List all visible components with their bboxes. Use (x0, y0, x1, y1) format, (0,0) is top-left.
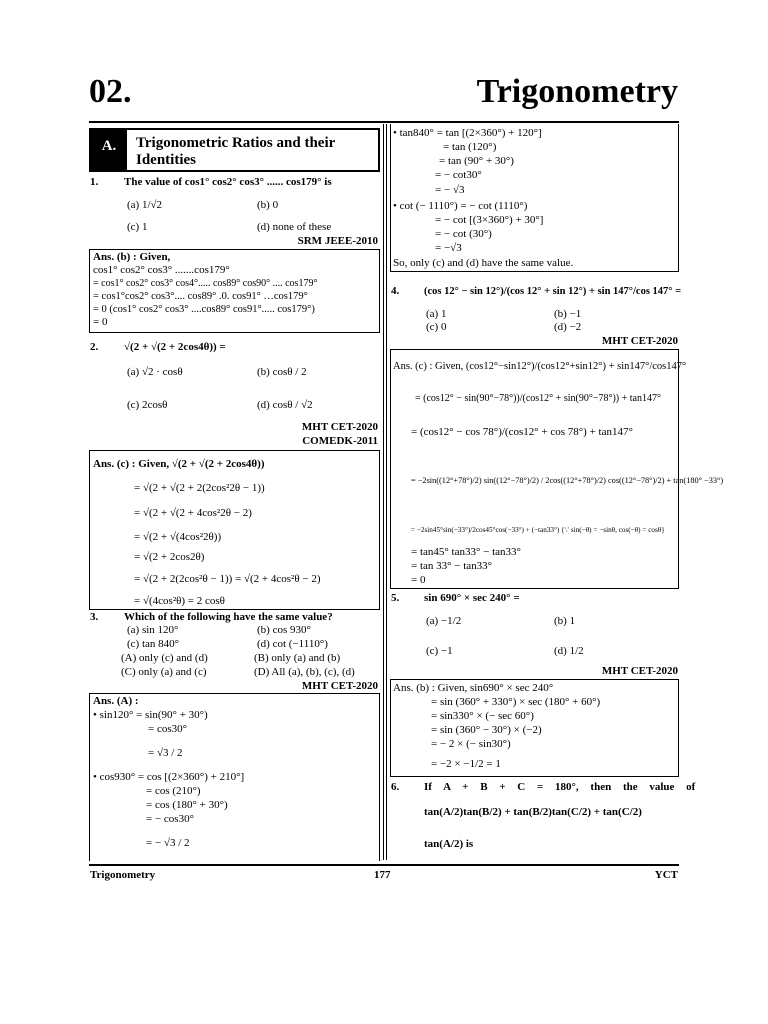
q3-option: (D) All (a), (b), (c), (d) (254, 666, 355, 678)
q4-option-b: (b) −1 (554, 308, 582, 320)
q4-ans-line: = −2sin((12°+78°)/2) sin((12°−78°)/2) / 2cos((12°+78°)/2) cos((12°−78°)/2) + tan(180° −33°) (411, 476, 724, 485)
q3-ans-line: = − cot (30°) (435, 228, 492, 240)
q1-option-c: (c) 1 (127, 221, 148, 233)
q3-ans-line: = cos30° (148, 723, 188, 735)
q1-option-b: (b) 0 (257, 199, 279, 211)
q3-ans-line: = cos (180° + 30°) (146, 799, 228, 811)
footer-rule (89, 864, 679, 866)
q6-expression-1: tan(A/2)tan(B/2) + tan(B/2)tan(C/2) + tan(C/2) (424, 806, 642, 818)
q3-option: (a) sin 120° (127, 624, 179, 636)
q4-answer-box (390, 349, 724, 589)
q2-option-d: (d) cosθ / √2 (257, 399, 313, 411)
q4-ans-line: = tan45° tan33° − tan33° (411, 546, 521, 558)
q3-number: 3. (90, 611, 99, 623)
section-letter: A. (91, 130, 127, 170)
q3-option: (b) cos 930° (257, 624, 311, 636)
q3-option: (C) only (a) and (c) (121, 666, 207, 678)
q3-ans-line: • sin120° = sin(90° + 30°) (93, 709, 208, 721)
q1-ans-line: = 0 (93, 316, 108, 328)
footer-subject: Trigonometry (90, 869, 156, 881)
q5-text: sin 690° × sec 240° = (424, 592, 520, 604)
section-heading (89, 128, 380, 172)
q1-ans-line: = cos1°cos2° cos3°.... cos89° .0. cos91° …cos179° (93, 291, 308, 302)
q5-ans-line: = sin (360° + 330°) × sec (180° + 60°) (431, 696, 601, 708)
q2-text: √(2 + √(2 + 2cos4θ)) = (124, 341, 226, 353)
q4-option-d: (d) −2 (554, 321, 582, 333)
q2-ans-line: = √(4cos²θ) = 2 cosθ (134, 595, 225, 607)
page-number: 177 (374, 869, 391, 881)
q3-option: (B) only (a) and (b) (254, 652, 341, 664)
q4-text: (cos 12° − sin 12°)/(cos 12° + sin 12°) + sin 147°/cos 147° = (424, 286, 682, 297)
q2-option-b: (b) cosθ / 2 (257, 366, 307, 378)
q5-ans-line: = sin (360° − 30°) × (−2) (431, 724, 542, 736)
q3-ans-line: = − √3 (435, 184, 465, 196)
q1-source: SRM JEEE-2010 (297, 235, 378, 247)
q5-option-c: (c) −1 (426, 645, 453, 657)
q2-ans-line: = √(2 + √(2 + 2(2cos²2θ − 1)) (134, 482, 265, 494)
q4-ans-line: = (cos12° − cos 78°)/(cos12° + cos 78°) + tan147° (411, 426, 633, 438)
q3-ans-line: = − cos30° (146, 813, 194, 825)
q3-text: Which of the following have the same value? (124, 611, 333, 623)
q2-number: 2. (90, 341, 99, 353)
q5-option-d: (d) 1/2 (554, 645, 584, 657)
q6-text: If A + B + C = 180°, then the value of (424, 781, 696, 793)
column-divider (383, 124, 384, 860)
q2-answer-box (89, 450, 380, 610)
q1-text: The value of cos1° cos2° cos3° ...... cos179° is (124, 176, 332, 188)
q3-option: (d) cot (−1110°) (257, 638, 328, 650)
q6-number: 6. (391, 781, 400, 793)
q5-option-b: (b) 1 (554, 615, 576, 627)
q5-ans-line: = − 2 × (− sin30°) (431, 738, 511, 750)
q1-option-d: (d) none of these (257, 221, 332, 233)
q3-ans-line: So, only (c) and (d) have the same value. (393, 257, 574, 269)
q3-ans-line: • cot (− 1110°) = − cot (1110°) (393, 200, 528, 212)
q1-answer-box (89, 249, 380, 333)
q3-option: (A) only (c) and (d) (121, 652, 208, 664)
q2-ans-line: = √(2 + 2cos2θ) (134, 551, 205, 563)
q2-ans-line: = √(2 + √(4cos²2θ)) (134, 531, 222, 543)
q3-ans-line: = −√3 (435, 242, 462, 254)
q5-ans-line: = −2 × −1/2 = 1 (431, 758, 501, 770)
q3-ans-line: = − cot [(3×360°) + 30°] (435, 214, 544, 226)
section-title-line1: Trigonometric Ratios and their (136, 135, 336, 151)
q6-expression-2: tan(A/2) is (424, 838, 474, 850)
q1-option-a: (a) 1/√2 (127, 199, 163, 211)
q3-ans-line: = tan (90° + 30°) (439, 155, 514, 167)
q5-number: 5. (391, 592, 400, 604)
q3-answer-box-left (89, 693, 380, 861)
q4-ans-line: Ans. (c) : Given, (cos12°−sin12°)/(cos12°+sin12°) + sin147°/cos147° (393, 361, 687, 372)
q5-ans-line: Ans. (b) : Given, sin690° × sec 240° (393, 682, 554, 694)
q1-ans-line: Ans. (b) : Given, (93, 251, 171, 263)
q2-option-a: (a) √2 · cosθ (127, 366, 183, 378)
chapter-title: Trigonometry (476, 73, 678, 110)
q5-answer-box (390, 679, 679, 777)
q2-source-1: MHT CET-2020 (301, 421, 378, 433)
q3-ans-line: = − cot30° (435, 169, 482, 181)
q2-ans-line: = √(2 + √(2 + 4cos²2θ − 2) (134, 507, 252, 519)
q2-ans-line: = √(2 + 2(2cos²θ − 1)) = √(2 + 4cos²θ − 2) (134, 573, 321, 585)
q3-answer-box-right (390, 124, 679, 272)
header-rule (89, 121, 679, 123)
chapter-number: 02. (89, 73, 132, 110)
q5-option-a: (a) −1/2 (426, 615, 462, 627)
q3-ans-line: = cos (210°) (146, 785, 201, 797)
q2-option-c: (c) 2cosθ (127, 399, 168, 411)
q1-number: 1. (90, 176, 99, 188)
q3-ans-line: • tan840° = tan [(2×360°) + 120°] (393, 127, 542, 139)
q4-ans-line: = −2sin45°sin(−33°)/2cos45°cos(−33°) + (−tan33°) {∵ sin(−θ) = −sinθ, cos(−θ) = cosθ} (411, 526, 665, 534)
footer-publisher: YCT (654, 869, 678, 881)
q1-ans-line: = cos1° cos2° cos3° cos4°..... cos89° cos90° .... cos179° (93, 278, 318, 289)
q4-option-a: (a) 1 (426, 308, 447, 320)
q4-ans-line: = 0 (411, 574, 426, 586)
q5-ans-line: = sin330° × (− sec 60°) (431, 710, 534, 722)
q3-option: (c) tan 840° (127, 638, 180, 650)
q3-ans-line: = √3 / 2 (148, 747, 183, 759)
q3-ans-line: = tan (120°) (443, 141, 497, 153)
column-divider-2 (386, 124, 387, 860)
q5-source: MHT CET-2020 (601, 665, 678, 677)
section-title-line2: Identities (136, 152, 196, 168)
q4-source: MHT CET-2020 (601, 335, 678, 347)
q2-source-2: COMEDK-2011 (302, 435, 378, 447)
q1-ans-line: cos1° cos2° cos3° .......cos179° (93, 264, 230, 276)
q4-ans-line: = (cos12° − sin(90°−78°))/(cos12° + sin(90°−78°)) + tan147° (415, 393, 661, 404)
q3-source: MHT CET-2020 (301, 680, 378, 692)
q4-option-c: (c) 0 (426, 321, 447, 333)
q3-ans-line: Ans. (A) : (93, 695, 139, 707)
q3-ans-line: • cos930° = cos [(2×360°) + 210°] (93, 771, 245, 783)
q1-ans-line: = 0 (cos1° cos2° cos3° ....cos89° cos91°..... cos179°) (93, 304, 315, 315)
q4-number: 4. (391, 285, 400, 297)
q3-ans-line: = − √3 / 2 (146, 837, 190, 849)
q4-ans-line: = tan 33° − tan33° (411, 560, 493, 572)
q2-ans-line: Ans. (c) : Given, √(2 + √(2 + 2cos4θ)) (93, 458, 265, 470)
